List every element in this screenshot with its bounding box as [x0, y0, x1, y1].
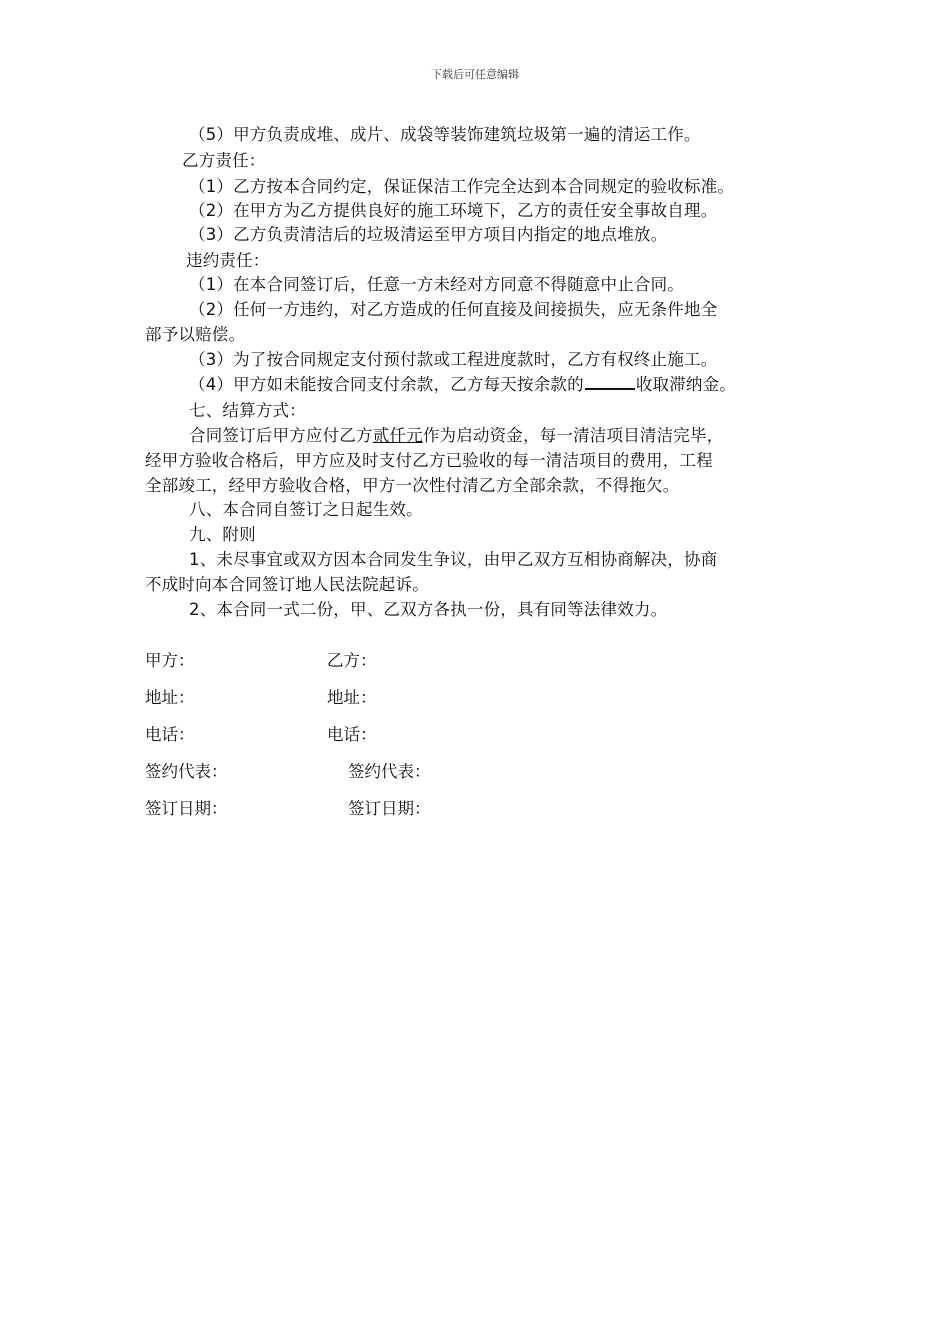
- late-fee-blank: [585, 374, 635, 390]
- section-settlement: 七、结算方式：: [189, 401, 306, 420]
- appendix-1: 1、未尽事宜或双方因本合同发生争议，由甲乙双方互相协商解决，协商: [189, 550, 718, 569]
- settlement-text-before: 合同签订后甲方应付乙方: [189, 426, 373, 445]
- date-b-label: 签订日期：: [348, 799, 431, 818]
- section-appendix: 九、附则: [189, 525, 256, 544]
- rep-b-label: 签约代表：: [348, 762, 431, 781]
- appendix-2: 2、本合同一式二份，甲、乙双方各执一份，具有同等法律效力。: [189, 600, 668, 619]
- clause-b1: （1）乙方按本合同约定，保证保洁工作完全达到本合同规定的验收标准。: [189, 177, 735, 196]
- clause-a5: （5）甲方负责成堆、成片、成袋等装饰建筑垃圾第一遍的清运工作。: [189, 125, 701, 144]
- date-a-label: 签订日期：: [145, 799, 228, 818]
- settlement-amount: 贰仟元: [372, 426, 423, 445]
- settlement-line-1: [189, 425, 723, 447]
- clause-b3: （3）乙方负责清洁后的垃圾清运至甲方项目内指定的地点堆放。: [189, 225, 668, 244]
- clause-breach-1: （1）在本合同签订后，任意一方未经对方同意不得随意中止合同。: [189, 275, 684, 294]
- clause-b2: （2）在甲方为乙方提供良好的施工环境下，乙方的责任安全事故自理。: [189, 201, 718, 220]
- section-breach: 违约责任：: [186, 251, 270, 270]
- section-effective: 八、本合同自签订之日起生效。: [189, 500, 423, 519]
- address-b-label: 地址：: [327, 688, 377, 707]
- page-header: 下载后可任意编辑: [431, 68, 519, 81]
- rep-a-label: 签约代表：: [145, 762, 228, 781]
- party-a-label: 甲方：: [145, 651, 195, 670]
- appendix-1-cont: 不成时向本合同签订地人民法院起诉。: [145, 575, 429, 594]
- late-fee-text-after: 收取滞纳金。: [635, 375, 737, 394]
- address-a-label: 地址：: [145, 688, 195, 707]
- section-party-b-duties: 乙方责任：: [182, 151, 266, 170]
- clause-breach-3: （3）为了按合同规定支付预付款或工程进度款时，乙方有权终止施工。: [189, 350, 718, 369]
- settlement-line-3: 全部竣工，经甲方验收合格，甲方一次性付清乙方全部余款，不得拖欠。: [145, 476, 680, 495]
- phone-b-label: 电话：: [327, 725, 377, 744]
- settlement-line-2: 经甲方验收合格后，甲方应及时支付乙方已验收的每一清洁项目的费用，工程: [145, 451, 713, 470]
- clause-breach-2-cont: 部予以赔偿。: [145, 325, 246, 344]
- clause-breach-2: （2）任何一方违约，对乙方造成的任何直接及间接损失，应无条件地全: [189, 300, 718, 319]
- settlement-text-after: 作为启动资金，每一清洁项目清洁完毕，: [422, 426, 724, 445]
- phone-a-label: 电话：: [145, 725, 195, 744]
- clause-breach-4: [189, 374, 736, 396]
- late-fee-text-before: （4）甲方如未能按合同支付余款，乙方每天按余款的: [189, 375, 584, 394]
- party-b-label: 乙方：: [327, 651, 377, 670]
